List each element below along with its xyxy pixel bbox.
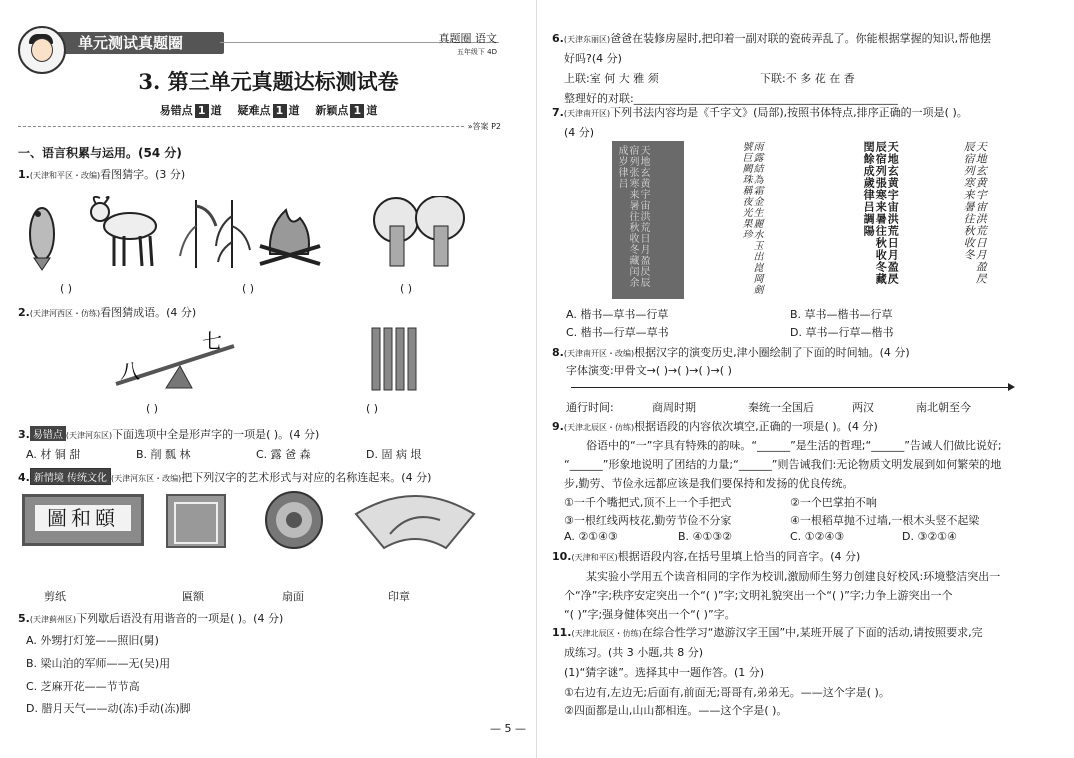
q9-passage: 俗语中的“一”字具有特殊的韵味。“______”是生活的哲理;“______”告诫人们做比说好; bbox=[586, 439, 1002, 452]
q9-passage: 步,勤劳、节俭永远都应该是我们要保持和发扬的优良传统。 bbox=[564, 477, 854, 490]
fan-image bbox=[350, 490, 480, 552]
art-form-label: 匾额 bbox=[182, 590, 204, 603]
q11-subquestion: (1)“猜字谜”。选择其中一题作答。(1 分) bbox=[564, 666, 765, 679]
q7-stem-cont: (4 分) bbox=[564, 126, 595, 139]
point-item: 疑难点 1 道 bbox=[237, 104, 300, 117]
q7-option[interactable]: B. 草书—楷书—行草 bbox=[790, 308, 893, 321]
subject-label: 语文 bbox=[475, 32, 497, 45]
q11-stem-cont: 成练习。(共 3 小题,共 8 分) bbox=[564, 646, 704, 659]
point-counts bbox=[0, 102, 537, 118]
q1-stem: 1.(天津和平区・改编)看图猜字。(3 分) bbox=[18, 168, 186, 181]
seesaw-left-char: 八 bbox=[120, 359, 140, 383]
q11-riddle[interactable]: ①右边有,左边无;后面有,前面无;哥哥有,弟弟无。——这个字是( )。 bbox=[564, 686, 890, 699]
q9-option[interactable]: D. ③②①④ bbox=[902, 530, 957, 543]
q11-stem: 11.(天津北辰区・仿练)在综合性学习“遨游汉字王国”中,某班开展了下面的活动,请按照要求,完 bbox=[552, 626, 983, 639]
q9-option[interactable]: A. ②①④③ bbox=[564, 530, 618, 543]
error-prone-tag: 易错点 bbox=[30, 426, 66, 441]
point-item: 新颖点 1 道 bbox=[315, 104, 378, 117]
grade-label: 五年级下 4D bbox=[456, 48, 497, 56]
q5-option[interactable]: A. 外甥打灯笼——照旧(舅) bbox=[26, 634, 159, 647]
calligraphy-sample-2: 雨露結為霜金生麗水玉出崑岡劍號巨闕珠稱夜光果珍 bbox=[740, 141, 762, 295]
q1-answer-blank[interactable]: ( ) bbox=[60, 282, 73, 295]
timeline-period: 南北朝至今 bbox=[916, 401, 971, 414]
bars-picture bbox=[368, 326, 428, 394]
q5-option[interactable]: D. 腊月天气——动(冻)手动(冻)脚 bbox=[26, 702, 191, 715]
q8-stem: 8.(天津南开区・改编)根据汉字的演变历史,津小圈绘制了下面的时间轴。(4 分) bbox=[552, 346, 910, 359]
q9-option[interactable]: B. ④①③② bbox=[678, 530, 732, 543]
grass-plant-icon bbox=[216, 200, 250, 268]
q2-stem: 2.(天津河西区・仿练)看图猜成语。(4 分) bbox=[18, 306, 197, 319]
fish-icon bbox=[30, 208, 54, 270]
page-number: — 5 — bbox=[490, 722, 526, 735]
art-form-label: 印章 bbox=[388, 590, 410, 603]
q6-stem-cont: 好吗?(4 分) bbox=[564, 52, 622, 65]
new-context-tag: 新情境 传统文化 bbox=[30, 468, 111, 485]
q6-lower-couplet: 下联:不 多 花 在 香 bbox=[760, 72, 855, 85]
q3-option[interactable]: D. 固 病 垠 bbox=[366, 448, 422, 461]
q8-evolution-line[interactable]: 字体演变:甲骨文→( )→( )→( )→( ) bbox=[566, 364, 732, 377]
q8-time-label: 通行时间: bbox=[566, 401, 614, 414]
q3-option[interactable]: C. 露 爸 森 bbox=[256, 448, 311, 461]
q1-answer-blank[interactable]: ( ) bbox=[400, 282, 413, 295]
seesaw-right-char: 七 bbox=[202, 329, 222, 353]
q6-stem: 6.(天津东丽区)爸爸在装修房屋时,把印着一副对联的瓷砖弄乱了。你能根据掌握的知识,帮他摆 bbox=[552, 32, 992, 45]
calligraphy-sample-3: 天地玄黄宇宙洪荒日月盈昃辰宿列張寒来暑往秋收冬藏閏餘成歲律吕調陽 bbox=[862, 141, 900, 285]
seesaw-picture bbox=[110, 326, 240, 392]
q9-stem: 9.(天津北辰区・仿练)根据语段的内容依次填空,正确的一项是( )。(4 分) bbox=[552, 420, 878, 433]
seal-image bbox=[166, 494, 226, 548]
q9-item: ④一根稻草抛不过墙,一根木头竖不起梁 bbox=[790, 514, 980, 527]
q6-upper-couplet: 上联:室 何 大 雅 须 bbox=[564, 72, 659, 85]
q9-passage: “______”形象地说明了团结的力量;“______”则告诫我们:无论物质文明发展到如何繁荣的地 bbox=[564, 458, 1002, 471]
answer-reference: »答案 P2 bbox=[464, 121, 501, 132]
trees-icon bbox=[374, 196, 464, 266]
badge-title: 单元测试真题圈 bbox=[54, 32, 224, 54]
q1-pictures bbox=[20, 196, 520, 272]
series-label: 真题圈 bbox=[438, 32, 472, 45]
q4-stem: 4. 新情境 传统文化 (天津河东区・改编)把下列汉字的艺术形式与对应的名称连起来。(4 分) bbox=[18, 468, 431, 485]
section-heading: 一、语言积累与运用。(54 分) bbox=[18, 146, 182, 160]
calligraphy-sample-4: 天地玄黄宇宙洪荒日月盈昃辰宿列寒来暑往秋收冬 bbox=[962, 141, 988, 285]
q10-passage[interactable]: “( )”字;强身健体突出一个“( )”字。 bbox=[564, 608, 736, 621]
q3-option[interactable]: A. 材 铜 甜 bbox=[26, 448, 81, 461]
header-series bbox=[439, 30, 498, 57]
q7-option[interactable]: C. 楷书—行草—草书 bbox=[566, 326, 669, 339]
q7-stem: 7.(天津南开区)下列书法内容均是《千字文》(局部),按照书体特点,排序正确的一项是( )。 bbox=[552, 106, 968, 119]
art-form-label: 剪纸 bbox=[44, 590, 66, 603]
page-title: 3. 第三单元真题达标测试卷 bbox=[138, 69, 399, 94]
campfire-icon bbox=[260, 210, 320, 264]
point-item: 易错点 1 道 bbox=[159, 104, 222, 117]
papercut-image bbox=[264, 490, 324, 550]
q5-option[interactable]: B. 梁山泊的军师——无(吴)用 bbox=[26, 657, 171, 670]
dashed-divider bbox=[18, 126, 499, 127]
q10-passage[interactable]: 个“净”字;秩序安定突出一个“( )”字;文明礼貌突出一个“( )”字;力争上游突出一个 bbox=[564, 589, 953, 602]
timeline-period: 商周时期 bbox=[652, 401, 696, 414]
q3-option[interactable]: B. 削 瓢 林 bbox=[136, 448, 191, 461]
q9-item: ①一千个嘴把式,顶不上一个手把式 bbox=[564, 496, 732, 509]
q2-answer-blank[interactable]: ( ) bbox=[366, 402, 379, 415]
art-form-label: 扇面 bbox=[282, 590, 304, 603]
timeline-period: 两汉 bbox=[852, 401, 874, 414]
q9-item: ②一个巴掌拍不响 bbox=[790, 496, 877, 509]
q7-option[interactable]: D. 草书—行草—楷书 bbox=[790, 326, 894, 339]
timeline-axis bbox=[571, 387, 1009, 388]
plaque-image: 圖和頤 bbox=[22, 494, 144, 546]
q6-answer-line[interactable]: 整理好的对联:________________________________________________ bbox=[564, 92, 898, 105]
timeline-period: 秦统一全国后 bbox=[748, 401, 814, 414]
header-badge bbox=[18, 26, 223, 54]
q10-stem: 10.(天津和平区)根据语段内容,在括号里填上恰当的同音字。(4 分) bbox=[552, 550, 861, 563]
q11-riddle[interactable]: ②四面都是山,山山都相连。——这个字是( )。 bbox=[564, 704, 788, 717]
q5-stem: 5.(天津蓟州区)下列歇后语没有用谐音的一项是( )。(4 分) bbox=[18, 612, 284, 625]
q5-option[interactable]: C. 芝麻开花——节节高 bbox=[26, 680, 140, 693]
calligraphy-sample-1: 天地玄黄宇宙洪荒日月盈昃辰宿列张寒来暑往秋收冬藏闰余成岁律吕 bbox=[612, 141, 684, 299]
q9-item: ③一根红线两枝花,勤劳节俭不分家 bbox=[564, 514, 732, 527]
q10-passage: 某实验小学用五个读音相同的字作为校训,激励师生努力创建良好校风:环境整洁突出一 bbox=[586, 570, 1001, 583]
goat-icon bbox=[91, 197, 156, 266]
q1-answer-blank[interactable]: ( ) bbox=[242, 282, 255, 295]
q7-option[interactable]: A. 楷书—草书—行草 bbox=[566, 308, 669, 321]
q2-answer-blank[interactable]: ( ) bbox=[146, 402, 159, 415]
rice-plant-icon bbox=[180, 200, 216, 268]
q9-option[interactable]: C. ①②④③ bbox=[790, 530, 845, 543]
q3-stem: 3. 易错点 (天津河东区)下面选项中全是形声字的一项是( )。(4 分) bbox=[18, 428, 320, 441]
